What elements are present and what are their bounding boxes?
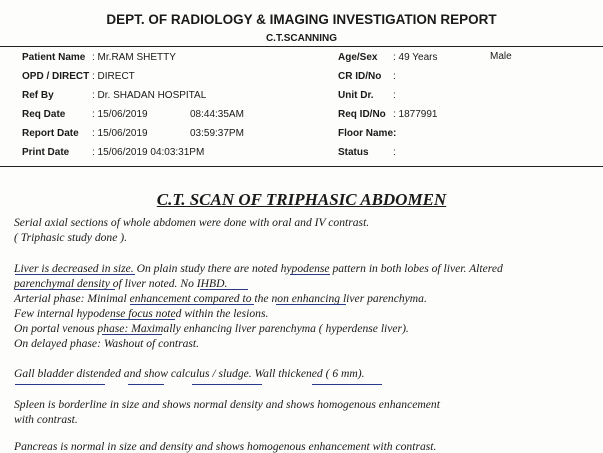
findings-line: On portal venous phase: Maximally enhancing liver parenchyma ( hyperdense liver). (14, 322, 409, 335)
header-divider-bottom (0, 166, 603, 167)
req-date-label: Req Date (22, 109, 66, 120)
unit-dr-label: Unit Dr. (338, 90, 374, 101)
findings-line: Spleen is borderline in size and shows normal density and shows homogenous enhancement (14, 398, 440, 411)
opd-value: : DIRECT (92, 71, 135, 82)
pen-underline (15, 274, 135, 275)
cr-id-label: CR ID/No (338, 71, 382, 82)
findings-line: Serial axial sections of whole abdomen were done with oral and IV contrast. (14, 216, 370, 229)
pen-underline (102, 334, 162, 335)
findings-line: Gall bladder distended and show calculus / sludge. Wall thickened ( 6 mm). (14, 367, 365, 380)
req-date-value: : 15/06/2019 (92, 109, 148, 120)
print-date-value: : 15/06/2019 04:03:31PM (92, 147, 205, 158)
pen-underline (192, 384, 262, 385)
header-divider-top (0, 46, 603, 47)
report-time-value: 03:59:37PM (190, 128, 244, 139)
age-sex-label: Age/Sex (338, 52, 378, 63)
findings-line: ( Triphasic study done ). (14, 231, 128, 244)
pen-underline (200, 289, 248, 290)
findings-line: parenchymal density of liver noted. No IHBD. (14, 277, 228, 290)
req-id-value: : 1877991 (393, 109, 438, 120)
report-date-value: : 15/06/2019 (92, 128, 148, 139)
pen-underline (128, 384, 164, 385)
req-time-value: 08:44:35AM (190, 109, 244, 120)
sex-value: Male (490, 51, 512, 62)
pen-underline (15, 289, 115, 290)
findings-line: with contrast. (14, 413, 78, 426)
req-id-label: Req ID/No (338, 109, 386, 120)
pen-underline (110, 319, 175, 320)
status-label: Status (338, 147, 369, 158)
ref-by-value: : Dr. SHADAN HOSPITAL (92, 90, 207, 101)
cr-id-value: : (393, 71, 396, 82)
report-header-subtitle: C.T.SCANNING (265, 33, 338, 44)
report-date-label: Report Date (22, 128, 79, 139)
print-date-label: Print Date (22, 147, 70, 158)
findings-line: Pancreas is normal in size and density and shows homogenous enhancement with contrast. (14, 440, 437, 453)
patient-name-value: : Mr.RAM SHETTY (92, 52, 176, 63)
pen-underline (130, 304, 254, 305)
report-header-title: DEPT. OF RADIOLOGY & IMAGING INVESTIGATION REPORT (106, 12, 497, 27)
opd-label: OPD / DIRECT (22, 71, 90, 82)
findings-line: Liver is decreased in size. On plain study there are noted hypodense pattern in both lobes of liver. Altered (14, 262, 503, 275)
findings-line: On delayed phase: Washout of contrast. (14, 337, 200, 350)
pen-underline (290, 274, 330, 275)
floor-name-label: Floor Name: (338, 128, 397, 139)
report-title: C.T. SCAN OF TRIPHASIC ABDOMEN (156, 190, 447, 209)
pen-underline (15, 384, 105, 385)
pen-underline (276, 304, 346, 305)
pen-underline (312, 384, 382, 385)
findings-line: Few internal hypodense focus noted within the lesions. (14, 307, 269, 320)
unit-dr-value: : (393, 90, 396, 101)
status-value: : (393, 147, 396, 158)
age-value: : 49 Years (393, 52, 438, 63)
ref-by-label: Ref By (22, 90, 54, 101)
patient-name-label: Patient Name (22, 52, 86, 63)
findings-line: Arterial phase: Minimal enhancement compared to the non enhancing liver parenchyma. (14, 292, 427, 305)
